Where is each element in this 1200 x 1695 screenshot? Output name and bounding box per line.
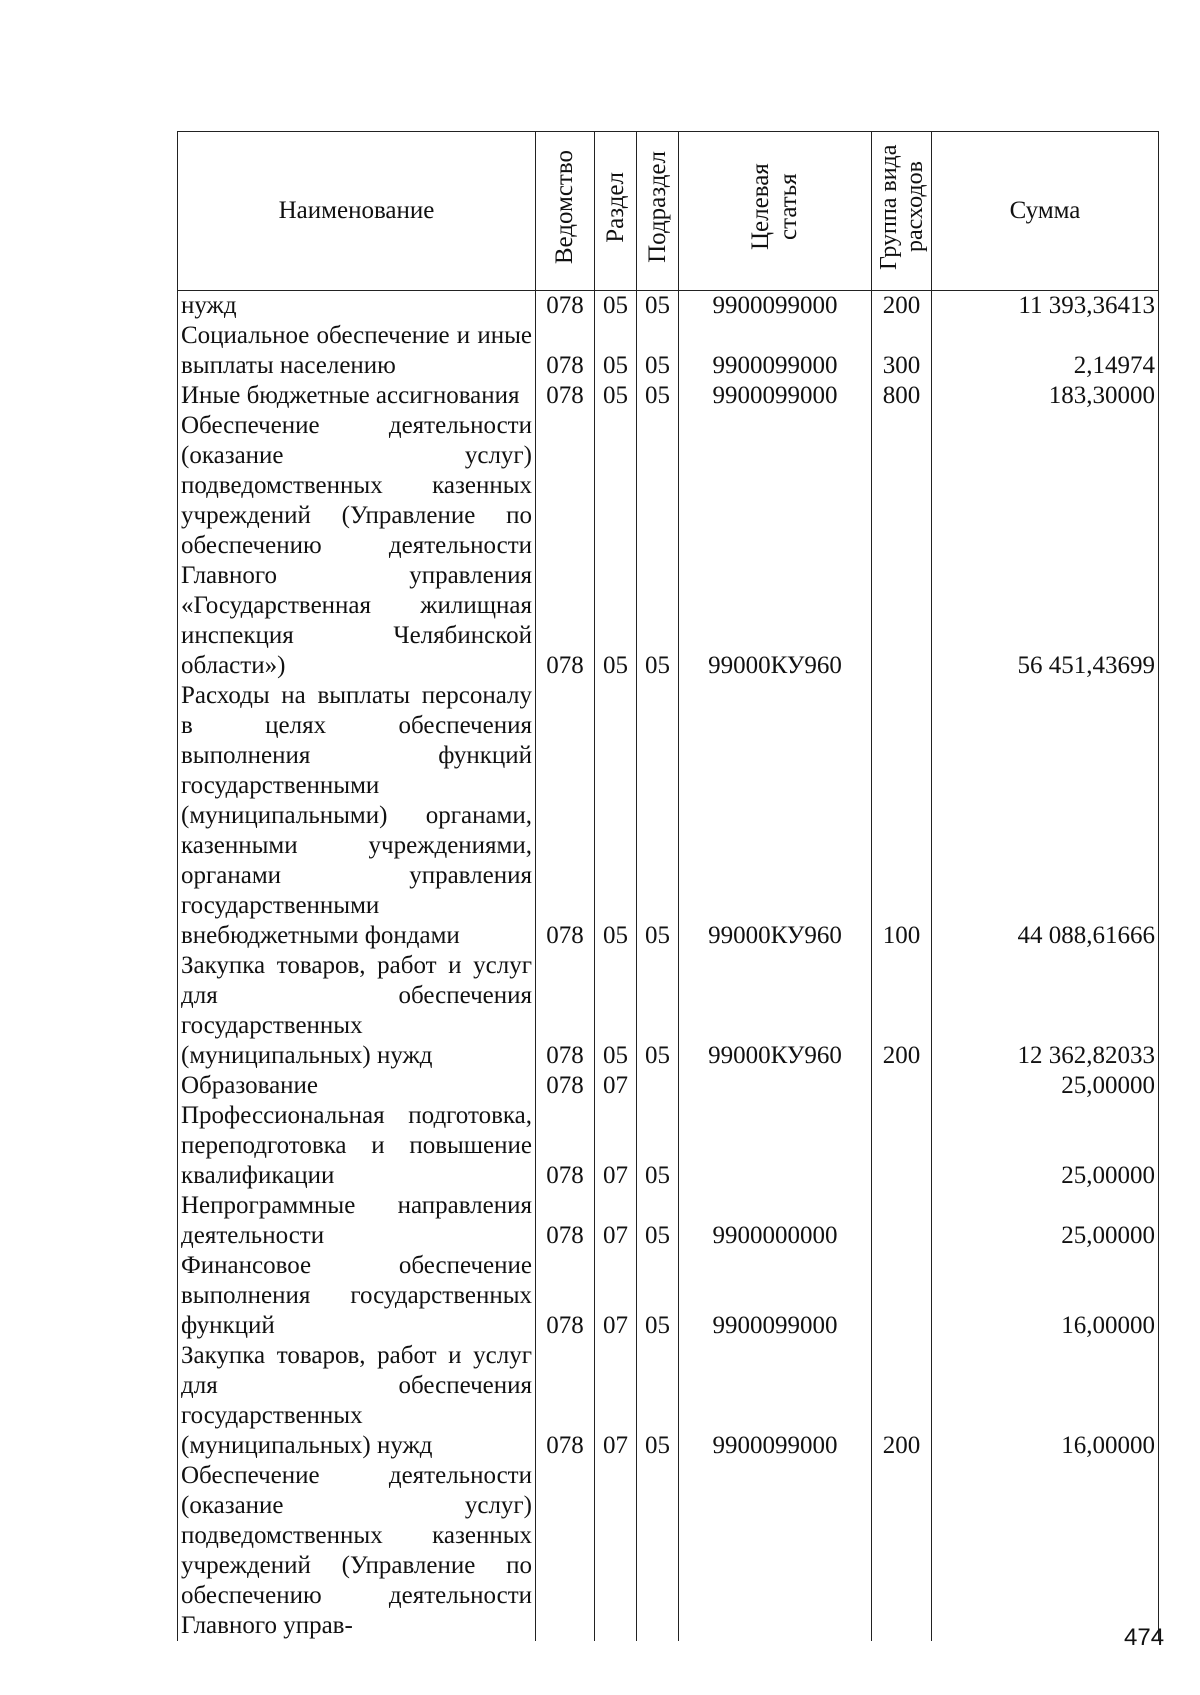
cell-podrazdel: 05 (637, 321, 679, 381)
cell-celevaya: 9900099000 (679, 1341, 872, 1461)
cell-gruppa (872, 1191, 932, 1251)
cell-gruppa (872, 1101, 932, 1191)
cell-podrazdel: 05 (637, 1101, 679, 1191)
cell-razdel: 05 (595, 381, 637, 411)
header-ved: Ведомство (536, 132, 595, 291)
cell-name: Образование (178, 1071, 536, 1101)
cell-summa: 25,00000 (932, 1101, 1159, 1191)
cell-razdel: 05 (595, 291, 637, 322)
cell-gruppa: 200 (872, 291, 932, 322)
header-summa: Сумма (932, 132, 1159, 291)
budget-table (177, 131, 1159, 1641)
cell-podrazdel (637, 1071, 679, 1101)
cell-ved: 078 (536, 1071, 595, 1101)
cell-gruppa: 300 (872, 321, 932, 381)
cell-name: Закупка товаров, работ и услуг для обеспечения государственных (муниципальных) нужд (178, 1341, 536, 1461)
cell-razdel: 05 (595, 681, 637, 951)
cell-celevaya (679, 1461, 872, 1641)
cell-ved: 078 (536, 951, 595, 1071)
table-row (178, 291, 1159, 322)
cell-name: Закупка товаров, работ и услуг для обеспечения государственных (муниципальных) нужд (178, 951, 536, 1071)
cell-summa: 183,30000 (932, 381, 1159, 411)
cell-name: нужд (178, 291, 536, 322)
cell-celevaya: 9900099000 (679, 1251, 872, 1341)
table-row (178, 1101, 1159, 1191)
cell-name: Финансовое обеспечение выполнения государственных функций (178, 1251, 536, 1341)
cell-podrazdel: 05 (637, 1191, 679, 1251)
cell-razdel: 07 (595, 1341, 637, 1461)
cell-razdel: 05 (595, 951, 637, 1071)
cell-celevaya (679, 1101, 872, 1191)
cell-celevaya: 9900000000 (679, 1191, 872, 1251)
table-row (178, 1191, 1159, 1251)
cell-celevaya: 99000КУ960 (679, 681, 872, 951)
cell-ved: 078 (536, 381, 595, 411)
cell-ved: 078 (536, 1101, 595, 1191)
cell-name: Обеспечение деятельности (оказание услуг) подведомственных казенных учреждений (Управление по обеспечению деятельности Главного управ- (178, 1461, 536, 1641)
header-celevaya: Целевая статья (679, 132, 872, 291)
cell-celevaya: 99000КУ960 (679, 411, 872, 681)
cell-podrazdel: 05 (637, 381, 679, 411)
cell-podrazdel: 05 (637, 1341, 679, 1461)
cell-ved: 078 (536, 411, 595, 681)
table-row (178, 1341, 1159, 1461)
cell-celevaya: 9900099000 (679, 321, 872, 381)
cell-razdel (595, 1461, 637, 1641)
cell-gruppa: 800 (872, 381, 932, 411)
table-body (178, 291, 1159, 1642)
table-row (178, 681, 1159, 951)
cell-gruppa (872, 411, 932, 681)
cell-razdel: 07 (595, 1191, 637, 1251)
cell-celevaya: 9900099000 (679, 291, 872, 322)
cell-podrazdel: 05 (637, 681, 679, 951)
cell-summa: 25,00000 (932, 1071, 1159, 1101)
table-row (178, 1461, 1159, 1641)
cell-name: Социальное обеспечение и иные выплаты населению (178, 321, 536, 381)
cell-ved: 078 (536, 1341, 595, 1461)
table-row (178, 1071, 1159, 1101)
header-podrazdel: Подраздел (637, 132, 679, 291)
cell-ved (536, 1461, 595, 1641)
cell-ved: 078 (536, 321, 595, 381)
cell-summa: 16,00000 (932, 1341, 1159, 1461)
cell-gruppa: 200 (872, 951, 932, 1071)
cell-podrazdel: 05 (637, 1251, 679, 1341)
cell-podrazdel: 05 (637, 411, 679, 681)
cell-razdel: 05 (595, 321, 637, 381)
cell-razdel: 07 (595, 1251, 637, 1341)
cell-name: Профессиональная подготовка, переподготовка и повышение квалификации (178, 1101, 536, 1191)
cell-summa: 16,00000 (932, 1251, 1159, 1341)
table-row (178, 381, 1159, 411)
cell-razdel: 07 (595, 1071, 637, 1101)
cell-razdel: 05 (595, 411, 637, 681)
cell-podrazdel: 05 (637, 291, 679, 322)
header-gruppa: Группа вида расходов (872, 132, 932, 291)
cell-summa: 25,00000 (932, 1191, 1159, 1251)
cell-gruppa (872, 1461, 932, 1641)
cell-name: Иные бюджетные ассигнования (178, 381, 536, 411)
table-row (178, 321, 1159, 381)
cell-ved: 078 (536, 291, 595, 322)
cell-name: Непрограммные направления деятельности (178, 1191, 536, 1251)
cell-summa: 2,14974 (932, 321, 1159, 381)
cell-summa: 12 362,82033 (932, 951, 1159, 1071)
cell-summa (932, 1461, 1159, 1641)
cell-summa: 44 088,61666 (932, 681, 1159, 951)
cell-celevaya (679, 1071, 872, 1101)
table-row (178, 1251, 1159, 1341)
table-row (178, 951, 1159, 1071)
cell-summa: 11 393,36413 (932, 291, 1159, 322)
cell-gruppa: 100 (872, 681, 932, 951)
cell-name: Обеспечение деятельности (оказание услуг) подведомственных казенных учреждений (Управление по обеспечению деятельности Главного управления «Государственная жилищная инспекция Челябинской области») (178, 411, 536, 681)
cell-summa: 56 451,43699 (932, 411, 1159, 681)
cell-ved: 078 (536, 1191, 595, 1251)
header-row (178, 132, 1159, 291)
table-row (178, 411, 1159, 681)
cell-celevaya: 9900099000 (679, 381, 872, 411)
cell-gruppa (872, 1071, 932, 1101)
header-razdel: Раздел (595, 132, 637, 291)
cell-name: Расходы на выплаты персоналу в целях обеспечения выполнения функций государственными (муниципальными) органами, казенными учреждениями, органами управления государственными внебюджетными фондами (178, 681, 536, 951)
cell-celevaya: 99000КУ960 (679, 951, 872, 1071)
cell-gruppa (872, 1251, 932, 1341)
cell-ved: 078 (536, 1251, 595, 1341)
cell-ved: 078 (536, 681, 595, 951)
cell-razdel: 07 (595, 1101, 637, 1191)
cell-gruppa: 200 (872, 1341, 932, 1461)
cell-podrazdel: 05 (637, 951, 679, 1071)
cell-podrazdel (637, 1461, 679, 1641)
header-name: Наименование (178, 132, 536, 291)
page-number: 474 (1124, 1624, 1165, 1651)
